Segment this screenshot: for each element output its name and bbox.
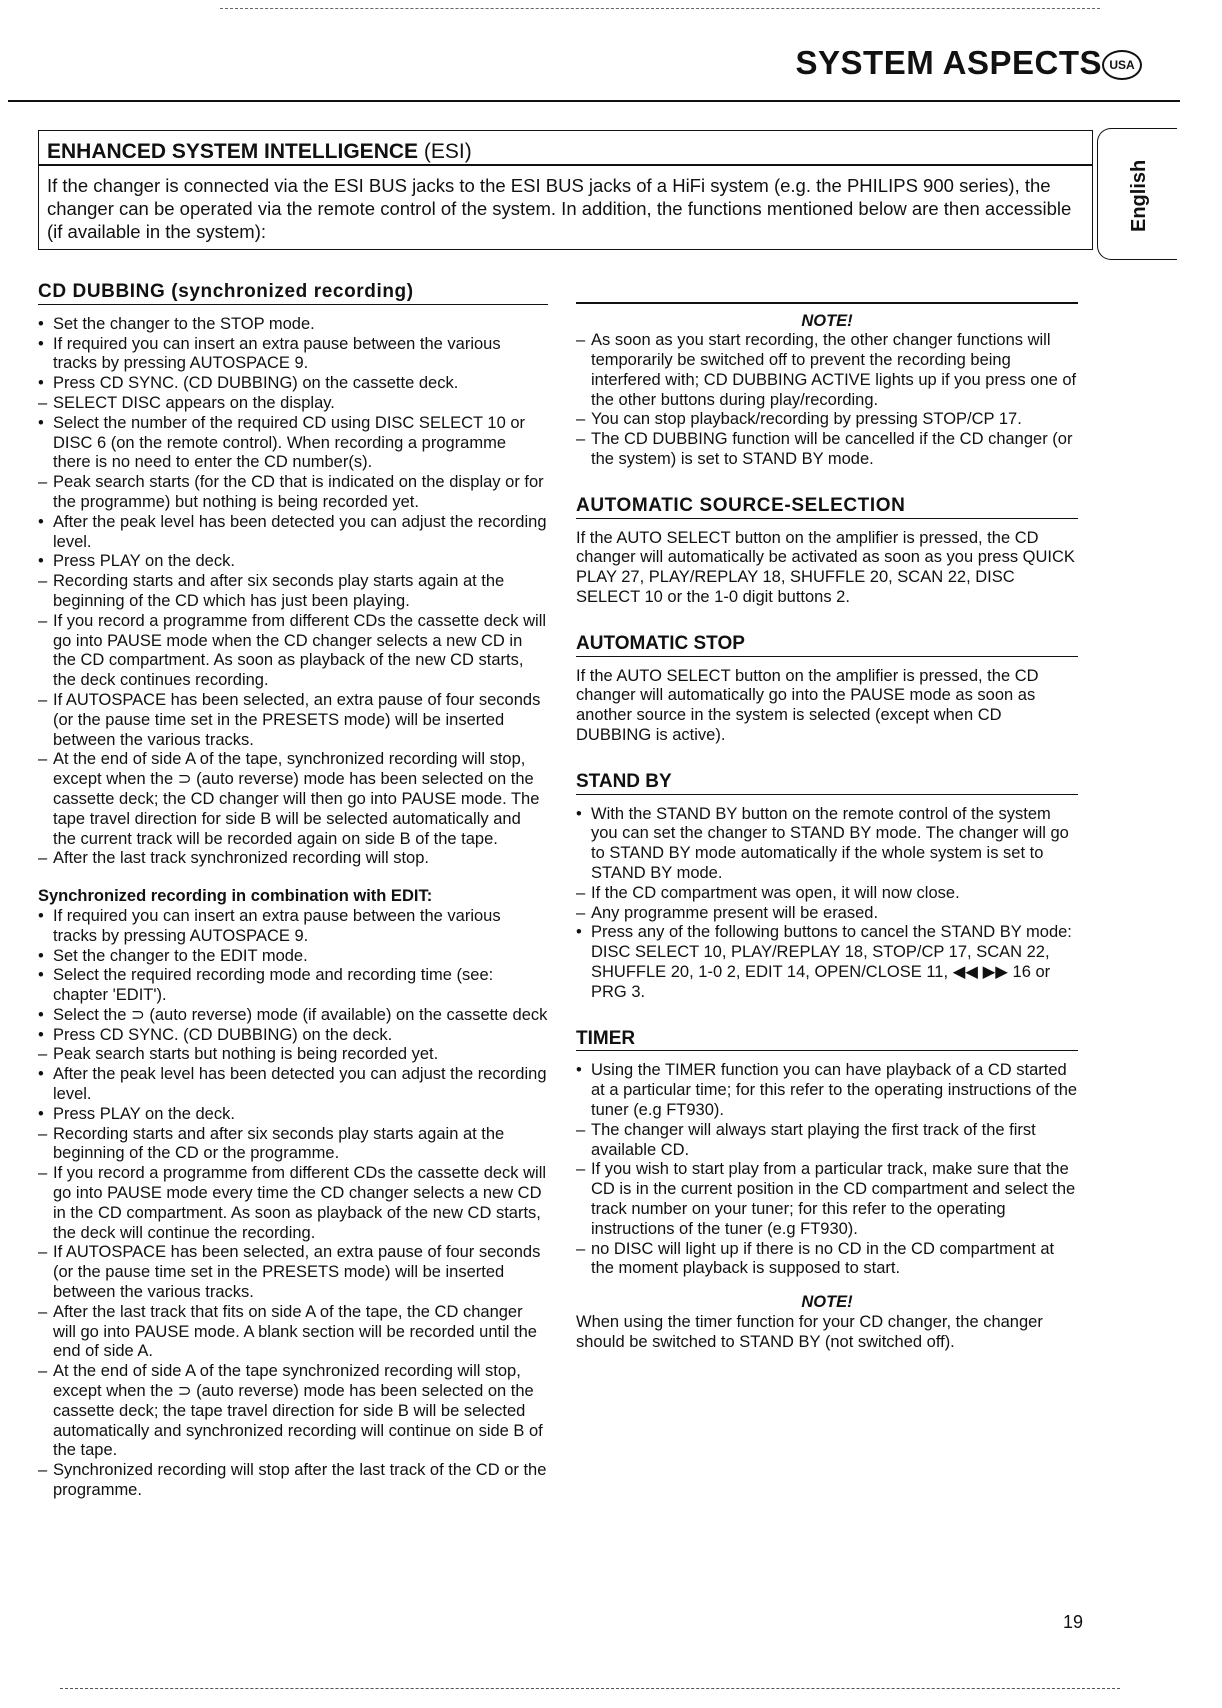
list-marker: –: [38, 1243, 48, 1262]
list-item-text: Using the TIMER function you can have playback of a CD started at a particular time; for this refer to the operating instructions of the tuner (e.g FT930).: [591, 1061, 1078, 1119]
edit-item: [38, 1164, 548, 1243]
list-marker: –: [38, 1302, 48, 1321]
list-marker: –: [38, 1124, 48, 1143]
list-marker: –: [576, 410, 586, 429]
list-item-text: Peak search starts but nothing is being recorded yet.: [53, 1045, 439, 1064]
list-item-text: If you wish to start play from a particular track, make sure that the CD is in the current position in the CD compartment and select the track number on your tuner; for this refer to the operating instructions of the tuner (e.g FT930).: [591, 1160, 1076, 1238]
list-item-text: Recording starts and after six seconds play starts again at the beginning of the CD or the programme.: [53, 1124, 505, 1163]
dubbing-item: [38, 849, 548, 869]
list-item-text: no DISC will light up if there is no CD in the CD compartment at the moment playback is supposed to start.: [591, 1239, 1055, 1278]
note-item: [576, 410, 1078, 430]
dubbing-item: [38, 552, 548, 572]
usa-badge: USA: [1102, 50, 1142, 80]
timer-item: [576, 1061, 1078, 1120]
timer-list: [576, 1061, 1078, 1279]
edit-item: [38, 1125, 548, 1165]
esi-title-main: ENHANCED SYSTEM INTELLIGENCE: [47, 140, 419, 163]
list-marker: •: [38, 1065, 44, 1084]
scan-artifact-bottom: [60, 1688, 1120, 1689]
list-item-text: Set the changer to the STOP mode.: [53, 314, 315, 333]
dubbing-item: [38, 612, 548, 691]
list-item-text: If the CD compartment was open, it will now close.: [591, 883, 960, 902]
esi-text: If the changer is connected via the ESI BUS jacks to the ESI BUS jacks of a HiFi system (e.g. the PHILIPS 900 series), the changer can be operated via the remote control of the system. In addition, the functions mentioned below are then accessible (if available in the system):: [47, 175, 1072, 242]
edit-item: [38, 947, 548, 967]
list-marker: •: [38, 1005, 44, 1024]
dubbing-item: [38, 335, 548, 375]
edit-item: [38, 1045, 548, 1065]
timer-title: TIMER: [576, 1029, 1078, 1052]
list-marker: •: [38, 906, 44, 925]
list-marker: –: [576, 903, 586, 922]
list-item-text: With the STAND BY button on the remote control of the system you can set the changer to STAND BY mode. The changer will go to STAND BY mode automatically if the whole system is set to STAND BY mode.: [591, 804, 1069, 883]
list-item-text: Press PLAY on the deck.: [53, 1104, 235, 1123]
timer-note-text: When using the timer function for your CD changer, the changer should be switched to STAND BY (not switched off).: [576, 1312, 1043, 1351]
dubbing-item: [38, 473, 548, 513]
esi-title-rule: [38, 164, 1093, 166]
list-marker: –: [38, 393, 48, 412]
edit-item: [38, 1006, 548, 1026]
list-marker: –: [576, 1160, 586, 1179]
list-item-text: At the end of side A of the tape synchronized recording will stop, except when the ⊃ (auto reverse) mode has been selected on the cassette deck; the tape travel direction for side B will be selected automatically and synchronized recording will continue on side B of the tape.: [53, 1362, 543, 1460]
left-column: [38, 282, 548, 1501]
list-marker: •: [38, 946, 44, 965]
list-item-text: If you record a programme from different CDs the cassette deck will go into PAUSE mode when the CD changer selects a new CD in the CD compartment. As soon as playback of the new CD starts, the deck continues recording.: [53, 611, 547, 690]
dubbing-item: [38, 414, 548, 473]
list-marker: –: [38, 611, 48, 630]
list-item-text: Select the ⊃ (auto reverse) mode (if available) on the cassette deck: [53, 1005, 548, 1024]
standby-item: [576, 884, 1078, 904]
auto-stop-title: AUTOMATIC STOP: [576, 634, 1078, 657]
list-marker: –: [38, 1461, 48, 1480]
list-marker: –: [576, 430, 586, 449]
timer-note-heading: NOTE!: [801, 1293, 853, 1312]
right-column: [576, 302, 1078, 1353]
standby-item: [576, 923, 1078, 1002]
list-item-text: If required you can insert an extra pause between the various tracks by pressing AUTOSPACE 9.: [53, 906, 501, 945]
esi-title: [47, 140, 472, 164]
list-marker: –: [38, 473, 48, 492]
dubbing-item: [38, 691, 548, 750]
list-marker: –: [38, 849, 48, 868]
list-marker: •: [576, 804, 582, 823]
edit-item: [38, 1026, 548, 1046]
note-heading: NOTE!: [801, 311, 853, 330]
cd-dubbing-list: [38, 315, 548, 869]
list-marker: •: [576, 923, 582, 942]
list-item-text: If AUTOSPACE has been selected, an extra pause of four seconds (or the pause time set in the PRESETS mode) will be inserted between the various tracks.: [53, 1243, 541, 1302]
list-marker: •: [38, 1025, 44, 1044]
auto-source-title: AUTOMATIC SOURCE-SELECTION: [576, 496, 1078, 519]
list-marker: –: [576, 883, 586, 902]
list-marker: –: [38, 690, 48, 709]
cd-dubbing-title: CD DUBBING (synchronized recording): [38, 282, 548, 305]
list-marker: •: [38, 374, 44, 393]
list-item-text: As soon as you start recording, the other changer functions will temporarily be switched off to prevent the recording being interfered with; CD DUBBING ACTIVE lights up if you press one of the other buttons during play/recording.: [591, 331, 1077, 409]
standby-item: [576, 904, 1078, 924]
standby-list: [576, 805, 1078, 1003]
dubbing-item: [38, 315, 548, 335]
list-marker: –: [576, 1239, 586, 1258]
language-label: English: [1128, 159, 1150, 232]
edit-subtitle: Synchronized recording in combination with EDIT:: [38, 887, 433, 906]
list-item-text: If you record a programme from different CDs the cassette deck will go into PAUSE mode every time the CD changer selects a new CD in the CD compartment. As soon as playback of the new CD starts, the deck will continue the recording.: [53, 1164, 547, 1242]
auto-stop-text: If the AUTO SELECT button on the amplifier is pressed, the CD changer will automatically go into the PAUSE mode as soon as another source in the system is selected (except when CD DUBBING is active).: [576, 666, 1039, 745]
edit-item: [38, 1065, 548, 1105]
list-marker: •: [38, 334, 44, 353]
standby-item: [576, 805, 1078, 884]
note-list: [576, 331, 1078, 470]
list-marker: –: [38, 1045, 48, 1064]
scan-artifact-top: [220, 8, 1100, 9]
list-marker: •: [38, 413, 44, 432]
list-marker: –: [576, 331, 586, 350]
list-item-text: After the peak level has been detected you can adjust the recording level.: [53, 512, 547, 551]
list-item-text: Peak search starts (for the CD that is indicated on the display or for the programme) but nothing is being recorded yet.: [53, 473, 544, 511]
header-rule: [8, 100, 1180, 102]
dubbing-item: [38, 374, 548, 394]
dubbing-item: [38, 750, 548, 849]
list-item-text: SELECT DISC appears on the display.: [53, 393, 335, 412]
page-number: 19: [1063, 1612, 1084, 1632]
list-marker: –: [38, 750, 48, 769]
list-marker: •: [38, 1104, 44, 1123]
note-rule: [576, 302, 1078, 304]
list-marker: –: [38, 1362, 48, 1381]
edit-list: [38, 907, 548, 1501]
list-marker: •: [38, 314, 44, 333]
list-item-text: You can stop playback/recording by pressing STOP/CP 17.: [591, 410, 1022, 429]
dubbing-item: [38, 513, 548, 553]
auto-source-text: If the AUTO SELECT button on the amplifier is pressed, the CD changer will automatically be activated as soon as you press QUICK PLAY 27, PLAY/REPLAY 18, SHUFFLE 20, SCAN 22, DISC SELECT 10 or the 1-0 digit buttons 2.: [576, 528, 1075, 607]
list-item-text: Press any of the following buttons to cancel the STAND BY mode: DISC SELECT 10, PLAY/REPLAY 18, STOP/CP 17, SCAN 22, SHUFFLE 20, 1-0 2, EDIT 14, OPEN/CLOSE 11, ◀◀ ▶▶ 16 or PRG 3.: [591, 923, 1072, 1001]
list-item-text: The changer will always start playing the first track of the first available CD.: [591, 1120, 1036, 1159]
list-item-text: After the last track that fits on side A of the tape, the CD changer will go into PAUSE mode. A blank section will be recorded until the end of side A.: [53, 1302, 537, 1361]
note-item: [576, 430, 1078, 470]
list-item-text: The CD DUBBING function will be cancelled if the CD changer (or the system) is set to STAND BY mode.: [591, 430, 1073, 469]
list-marker: –: [576, 1120, 586, 1139]
list-item-text: Select the number of the required CD using DISC SELECT 10 or DISC 6 (on the remote control). When recording a programme there is no need to enter the CD number(s).: [53, 413, 526, 472]
timer-item: [576, 1121, 1078, 1161]
standby-title: STAND BY: [576, 772, 1078, 795]
edit-item: [38, 907, 548, 947]
list-item-text: Recording starts and after six seconds play starts again at the beginning of the CD which has just been playing.: [53, 572, 505, 610]
edit-item: [38, 966, 548, 1006]
list-item-text: If required you can insert an extra pause between the various tracks by pressing AUTOSPACE 9.: [53, 334, 501, 373]
edit-item: [38, 1461, 548, 1501]
list-marker: •: [38, 512, 44, 531]
dubbing-item: [38, 394, 548, 414]
esi-title-acronym: (ESI): [423, 140, 472, 163]
list-marker: •: [38, 966, 44, 985]
list-marker: –: [38, 572, 48, 591]
list-item-text: Set the changer to the EDIT mode.: [53, 946, 308, 965]
list-item-text: At the end of side A of the tape, synchronized recording will stop, except when the ⊃ (auto reverse) mode has been selected on the cassette deck; the CD changer will then go into PAUSE mode. The tape travel direction for side B will be selected automatically and the current track will be recorded again on side B of the tape.: [53, 750, 540, 848]
list-item-text: If AUTOSPACE has been selected, an extra pause of four seconds (or the pause time set in the PRESETS mode) will be inserted between the various tracks.: [53, 690, 541, 749]
list-item-text: Synchronized recording will stop after the last track of the CD or the programme.: [53, 1461, 547, 1500]
list-marker: •: [38, 552, 44, 571]
list-item-text: Press PLAY on the deck.: [53, 552, 235, 571]
list-item-text: Press CD SYNC. (CD DUBBING) on the deck.: [53, 1025, 393, 1044]
list-item-text: After the peak level has been detected you can adjust the recording level.: [53, 1065, 547, 1104]
edit-item: [38, 1362, 548, 1461]
page-title: SYSTEM ASPECTS: [795, 44, 1102, 81]
note-item: [576, 331, 1078, 410]
timer-item: [576, 1160, 1078, 1239]
list-item-text: Any programme present will be erased.: [591, 903, 879, 922]
list-marker: –: [38, 1164, 48, 1183]
edit-item: [38, 1243, 548, 1302]
edit-item: [38, 1105, 548, 1125]
list-item-text: Press CD SYNC. (CD DUBBING) on the cassette deck.: [53, 374, 459, 393]
list-marker: •: [576, 1061, 582, 1080]
dubbing-item: [38, 572, 548, 612]
list-item-text: Select the required recording mode and recording time (see: chapter 'EDIT').: [53, 966, 494, 1005]
edit-item: [38, 1303, 548, 1362]
timer-item: [576, 1240, 1078, 1280]
list-item-text: After the last track synchronized recording will stop.: [53, 849, 429, 868]
